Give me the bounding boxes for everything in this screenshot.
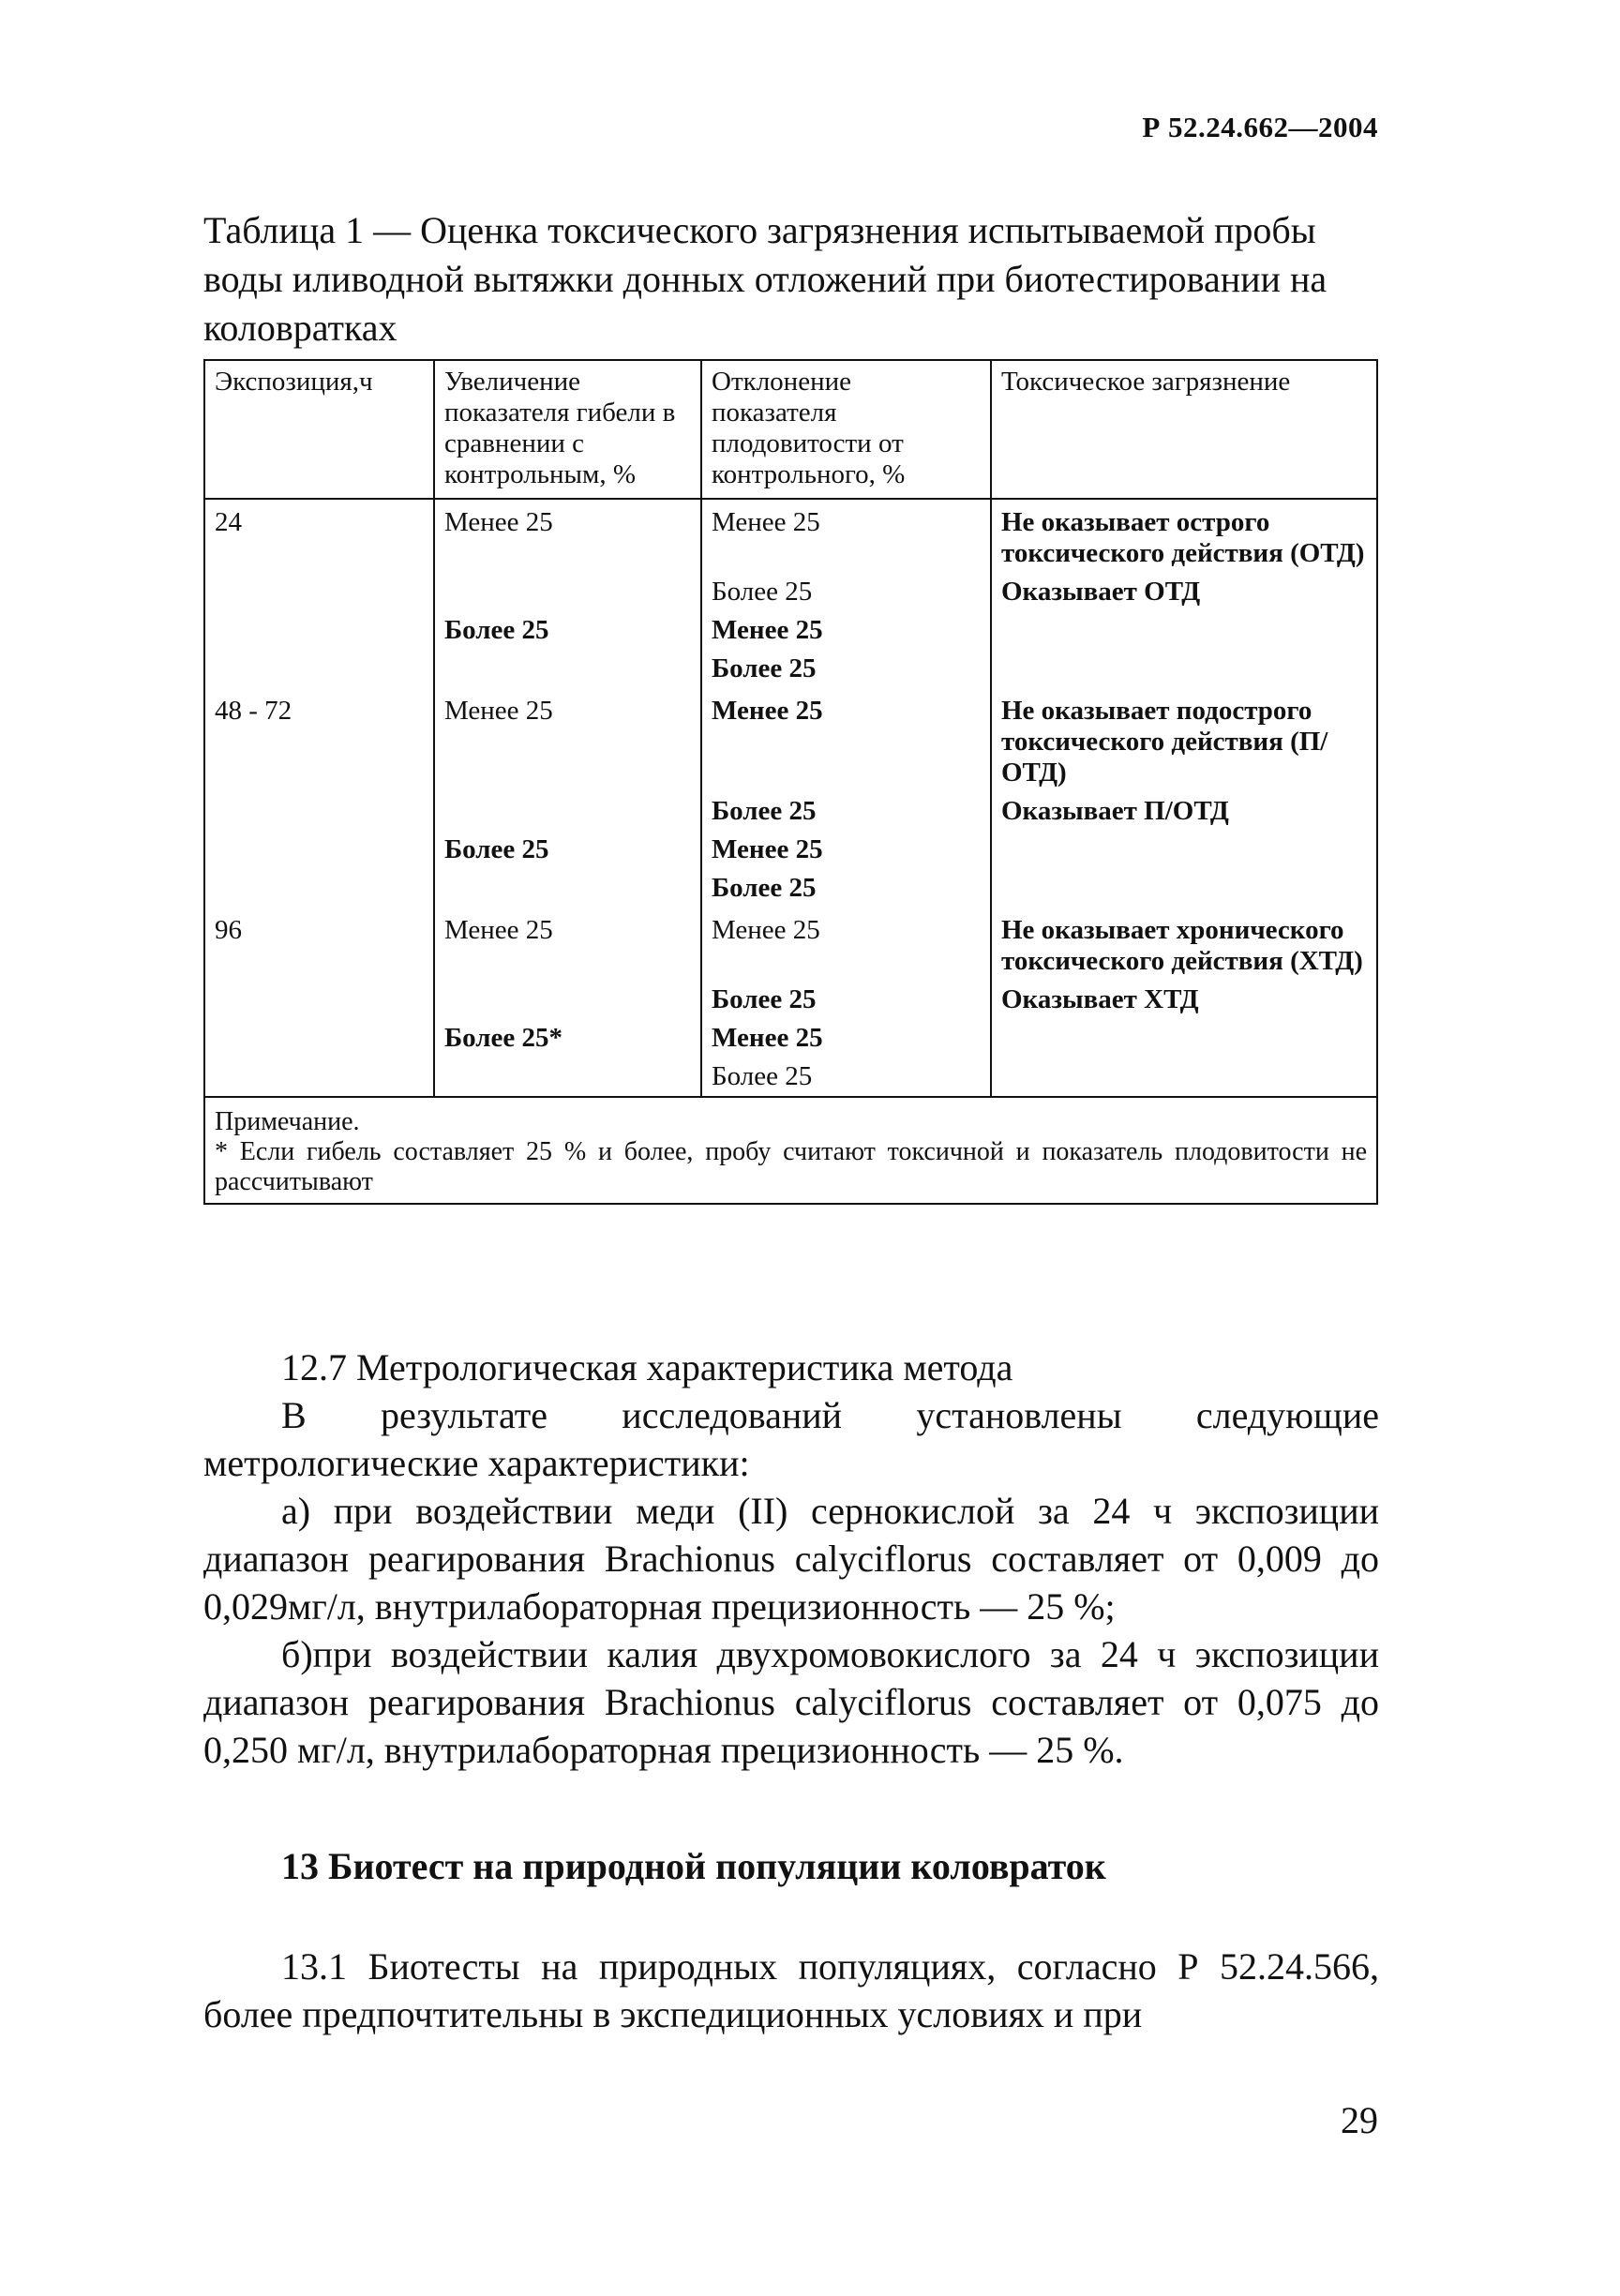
- cell-fertility: Более 25: [701, 1054, 991, 1097]
- cell-toxicity: [991, 1015, 1377, 1054]
- table-row: [204, 499, 1377, 569]
- cell-mortality: Более 25: [434, 827, 701, 865]
- cell-exposure: [204, 827, 434, 865]
- table-row: [204, 977, 1377, 1015]
- section-12-7: [203, 1343, 1379, 1774]
- cell-mortality: [434, 1054, 701, 1097]
- cell-toxicity: Не оказывает острого токсического действия (ОТД): [991, 499, 1377, 569]
- cell-exposure: [204, 865, 434, 908]
- note-title: Примечание.: [215, 1107, 360, 1136]
- table-row: [204, 646, 1377, 688]
- cell-fertility: Более 25: [701, 977, 991, 1015]
- page-number: 29: [1341, 2099, 1378, 2141]
- cell-exposure: [204, 788, 434, 827]
- cell-exposure: [204, 646, 434, 688]
- section-13-1-paragraph: 13.1 Биотесты на природных популяциях, согласно Р 52.24.566, более предпочтительны в экспедиционных условиях и при: [203, 1945, 1379, 2035]
- note-text: * Если гибель составляет 25 % и более, пробу считают токсичной и показатель плодовитости не рассчитывают: [215, 1137, 1367, 1196]
- cell-fertility: Более 25: [701, 569, 991, 608]
- cell-mortality: [434, 977, 701, 1015]
- cell-toxicity: Оказывает ХТД: [991, 977, 1377, 1015]
- cell-exposure: 96: [204, 908, 434, 977]
- section-13: [203, 1943, 1379, 2038]
- cell-fertility: Менее 25: [701, 499, 991, 569]
- cell-toxicity: Оказывает П/ОТД: [991, 788, 1377, 827]
- cell-exposure: [204, 608, 434, 646]
- cell-mortality: Менее 25: [434, 688, 701, 788]
- cell-exposure: 24: [204, 499, 434, 569]
- toxicity-table: [203, 359, 1378, 1205]
- cell-toxicity: [991, 608, 1377, 646]
- cell-fertility: Менее 25: [701, 1015, 991, 1054]
- cell-mortality: [434, 865, 701, 908]
- cell-mortality: [434, 646, 701, 688]
- table-row: [204, 865, 1377, 908]
- table-row: [204, 827, 1377, 865]
- cell-fertility: Менее 25: [701, 827, 991, 865]
- cell-mortality: Более 25: [434, 608, 701, 646]
- document-code: Р 52.24.662—2004: [1142, 111, 1378, 143]
- table-note: [204, 1097, 1377, 1204]
- table-row: [204, 788, 1377, 827]
- cell-mortality: [434, 569, 701, 608]
- section-12-7-item-b: б)при воздействии калия двухромовокислого за 24 ч экспозиции диапазон реагирования Brachionus calyciflorus составляет от 0,075 до 0,250 мг/л, внутрилабораторная прецизионность — 25 %.: [203, 1633, 1379, 1771]
- cell-toxicity: [991, 827, 1377, 865]
- header-exposure: Экспозиция,ч: [204, 360, 434, 499]
- header-fertility: Отклонение показателя плодовитости от контрольного, %: [701, 360, 991, 499]
- cell-toxicity: Оказывает ОТД: [991, 569, 1377, 608]
- cell-fertility: Менее 25: [701, 908, 991, 977]
- cell-fertility: Менее 25: [701, 688, 991, 788]
- cell-exposure: 48 - 72: [204, 688, 434, 788]
- table-row: [204, 1054, 1377, 1097]
- table-row: [204, 908, 1377, 977]
- cell-fertility: Более 25: [701, 865, 991, 908]
- cell-exposure: [204, 1015, 434, 1054]
- cell-fertility: Более 25: [701, 788, 991, 827]
- cell-toxicity: [991, 1054, 1377, 1097]
- cell-mortality: Менее 25: [434, 499, 701, 569]
- cell-fertility: Более 25: [701, 646, 991, 688]
- section-12-7-intro: В результате исследований установлены следующие метрологические характеристики:: [203, 1394, 1379, 1484]
- cell-toxicity: Не оказывает хронического токсического действия (ХТД): [991, 908, 1377, 977]
- section-12-7-heading: 12.7 Метрологическая характеристика метода: [281, 1346, 1013, 1388]
- table-row: [204, 569, 1377, 608]
- cell-mortality: [434, 788, 701, 827]
- cell-mortality: Более 25*: [434, 1015, 701, 1054]
- cell-toxicity: [991, 646, 1377, 688]
- header-mortality: Увеличение показателя гибели в сравнении с контрольным, %: [434, 360, 701, 499]
- cell-mortality: Менее 25: [434, 908, 701, 977]
- cell-exposure: [204, 569, 434, 608]
- cell-exposure: [204, 1054, 434, 1097]
- cell-fertility: Менее 25: [701, 608, 991, 646]
- header-toxicity: Токсическое загрязнение: [991, 360, 1377, 499]
- table-header-row: [204, 360, 1377, 499]
- table-row: [204, 1015, 1377, 1054]
- table-row: [204, 608, 1377, 646]
- section-12-7-item-a: а) при воздействии меди (II) сернокислой за 24 ч экспозиции диапазон реагирования Brachionus calyciflorus составляет от 0,009 до 0,029мг/л, внутрилабораторная прецизионность — 25 %;: [203, 1490, 1379, 1628]
- cell-toxicity: [991, 865, 1377, 908]
- table-note-row: [204, 1097, 1377, 1204]
- table-row: [204, 688, 1377, 788]
- section-13-heading: 13 Биотест на природной популяции коловраток: [281, 1845, 1106, 1887]
- table-caption: Таблица 1 — Оценка токсического загрязнения испытываемой пробы воды иливодной вытяжки донных отложений при биотестировании на коловратках: [203, 209, 1328, 349]
- cell-exposure: [204, 977, 434, 1015]
- cell-toxicity: Не оказывает подострого токсического действия (П/ОТД): [991, 688, 1377, 788]
